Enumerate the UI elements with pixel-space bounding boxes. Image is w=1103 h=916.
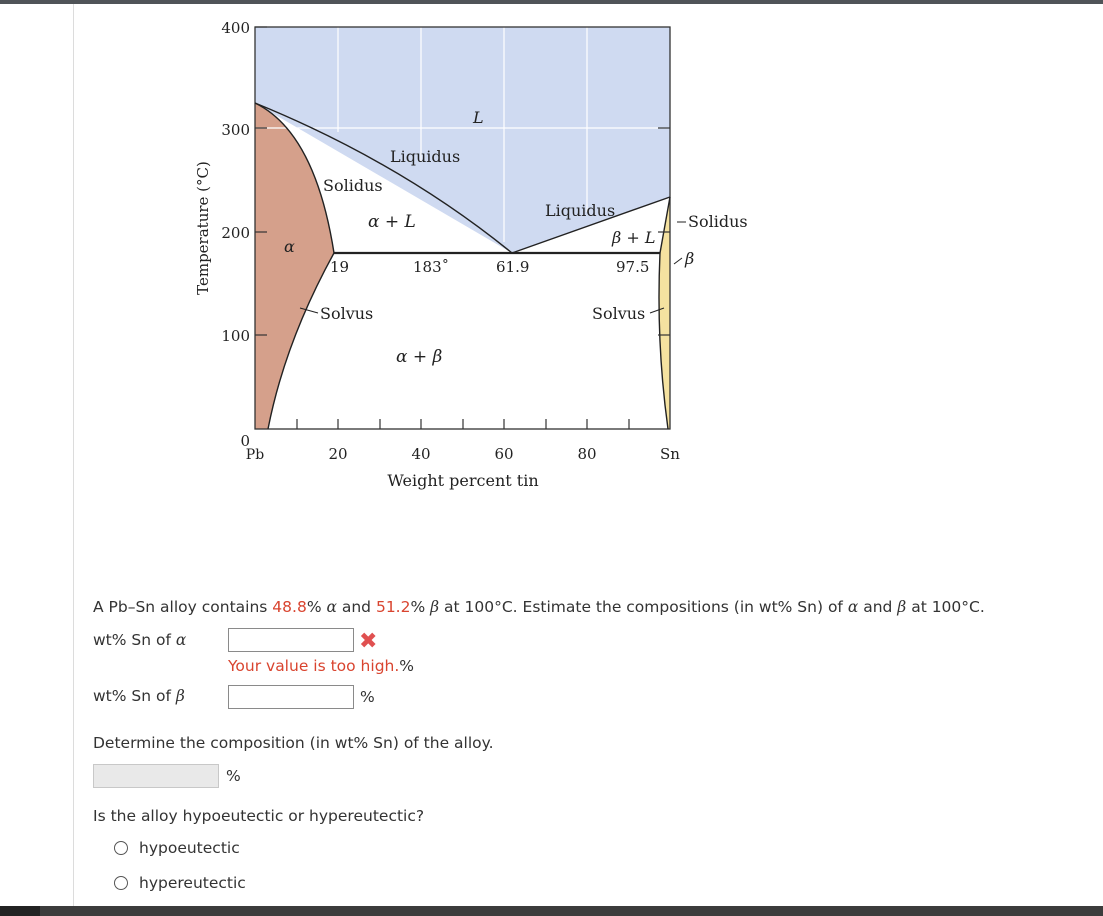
field2-label [93, 687, 185, 705]
field1-feedback [228, 657, 414, 675]
field1-label [93, 631, 186, 649]
region-alpha-plus-l: α + L [368, 212, 416, 232]
y-tick-300: 300 [221, 121, 250, 139]
incorrect-x-icon: ✖ [359, 629, 378, 654]
part2-question: Determine the composition (in wt% Sn) of the alloy. [93, 734, 494, 752]
x-tick-20: 20 [328, 445, 348, 463]
label-liquidus-left: Liquidus [390, 147, 461, 166]
label-solidus-right: Solidus [688, 212, 748, 231]
intro-text-c: and [336, 598, 376, 616]
region-liquid: L [473, 108, 484, 127]
phase-diagram [180, 12, 760, 502]
x-tick-60: 60 [494, 445, 514, 463]
intro-text-f: and [858, 598, 898, 616]
y-tick-100: 100 [221, 327, 250, 345]
hypereutectic-radio[interactable] [114, 876, 128, 890]
bottom-bar [0, 906, 1103, 916]
wt-sn-beta-input[interactable] [228, 685, 354, 709]
label-eutectic-temp: 183˚ [413, 258, 450, 276]
label-solidus-left: Solidus [323, 176, 383, 195]
wt-sn-alpha-input[interactable] [228, 628, 354, 652]
intro-text-b: % [306, 598, 327, 616]
label-solvus-right: Solvus [592, 304, 646, 323]
alpha-symbol-2: α [847, 598, 859, 616]
field2-beta-symbol: β [175, 687, 185, 705]
alloy-composition-input[interactable] [93, 764, 219, 788]
intro-text-e: at 100°C. Estimate the compositions (in wt% Sn) of [439, 598, 848, 616]
y-tick-200: 200 [221, 224, 250, 242]
top-bar [0, 0, 1103, 4]
question-intro [93, 598, 985, 616]
field3-unit: % [226, 767, 241, 785]
x-tick-80: 80 [577, 445, 597, 463]
region-beta-plus-l: β + L [612, 228, 656, 247]
alpha-symbol: α [326, 598, 337, 616]
part3-question: Is the alloy hypoeutectic or hypereutectic? [93, 807, 425, 825]
x-tick-40: 40 [411, 445, 431, 463]
field2-unit: % [360, 688, 375, 706]
intro-text-g: at 100°C. [906, 598, 985, 616]
hypoeutectic-label[interactable]: hypoeutectic [139, 839, 240, 857]
intro-text-d: % [410, 598, 431, 616]
bottom-bar-left [0, 906, 40, 916]
field1-alpha-symbol: α [175, 631, 187, 649]
label-solvus-left: Solvus [320, 304, 374, 323]
region-alpha-plus-beta: α + β [396, 347, 443, 367]
field1-label-text: wt% Sn of [93, 631, 176, 649]
beta-percent-value: 51.2 [375, 598, 411, 616]
x-end-sn: Sn [660, 445, 680, 463]
label-alpha-max: 19 [330, 258, 350, 276]
alpha-percent-value: 48.8 [272, 598, 307, 616]
beta-symbol: β [430, 598, 440, 616]
region-beta: β [685, 249, 695, 268]
y-tick-400: 400 [221, 19, 250, 37]
alpha-region [255, 103, 334, 429]
hypereutectic-label[interactable]: hypereutectic [139, 874, 246, 892]
field2-label-text: wt% Sn of [93, 687, 176, 705]
x-axis-title: Weight percent tin [387, 471, 539, 490]
feedback-text: Your value is too high. [228, 657, 400, 675]
label-eutectic-comp: 61.9 [496, 258, 530, 276]
y-tick-0: 0 [240, 432, 250, 450]
field1-unit: % [399, 657, 415, 675]
y-axis-title: Temperature (°C) [194, 161, 212, 295]
label-liquidus-right: Liquidus [545, 201, 616, 220]
beta-symbol-2: β [897, 598, 907, 616]
intro-text-a: A Pb–Sn alloy contains [93, 598, 273, 616]
left-divider [73, 4, 74, 906]
label-beta-max: 97.5 [616, 258, 650, 276]
hypoeutectic-radio[interactable] [114, 841, 128, 855]
region-alpha: α [284, 237, 295, 256]
x-end-pb: Pb [245, 447, 265, 463]
